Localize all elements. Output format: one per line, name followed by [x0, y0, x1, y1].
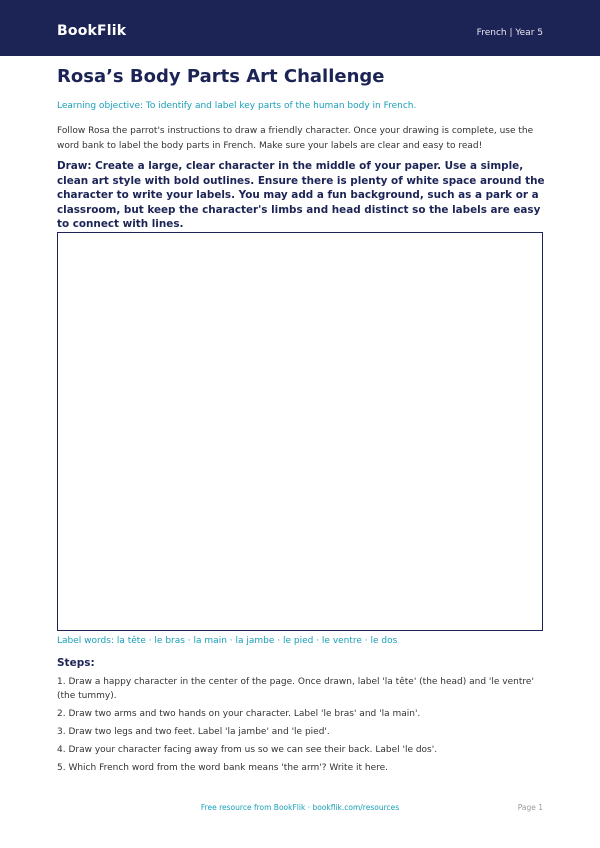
header-bar — [0, 0, 600, 56]
step-item: 5. Which French word from the word bank means 'the arm'? Write it here. — [57, 763, 389, 773]
steps-heading: Steps: — [57, 657, 95, 669]
step-item: 3. Draw two legs and two feet. Label 'la jambe' and 'le pied'. — [57, 727, 330, 737]
learning-objective: Learning objective: To identify and label key parts of the human body in French. — [57, 101, 417, 111]
step-item: 2. Draw two arms and two hands on your character. Label 'le bras' and 'la main'. — [57, 709, 421, 719]
drawing-area[interactable] — [57, 232, 543, 631]
page-title: Rosa’s Body Parts Art Challenge — [57, 66, 385, 87]
page-number: Page 1 — [517, 803, 543, 812]
draw-instructions: Draw: Create a large, clear character in the middle of your paper. Use a simple, clean art style with bold outlines. Ensure there is plenty of white space around the character to write your labels. You may add a fun background, such as a park or a classroom, but keep the character's limbs and head distinct so the labels are easy to connect with lines. — [57, 160, 545, 230]
footer-credit-link[interactable]: Free resource from BookFlik · bookflik.com/resources — [200, 803, 400, 812]
step-item: 4. Draw your character facing away from us so we can see their back. Label 'le dos'. — [57, 745, 438, 755]
intro-paragraph: Follow Rosa the parrot's instructions to draw a friendly character. Once your drawing is complete, use the word bank to label the body parts in French. Make sure your labels are clear and easy to read! — [57, 126, 534, 151]
subject-year-label: French | Year 5 — [476, 28, 543, 38]
brand-logo-text[interactable]: BookFlik — [57, 23, 127, 39]
label-word-bank: Label words: la tête · le bras · la main · la jambe · le pied · le ventre · le dos — [57, 636, 398, 646]
steps-list — [57, 675, 545, 779]
step-item: 1. Draw a happy character in the center of the page. Once drawn, label 'la tête' (the head) and 'le ventre' (the tummy). — [57, 677, 534, 701]
